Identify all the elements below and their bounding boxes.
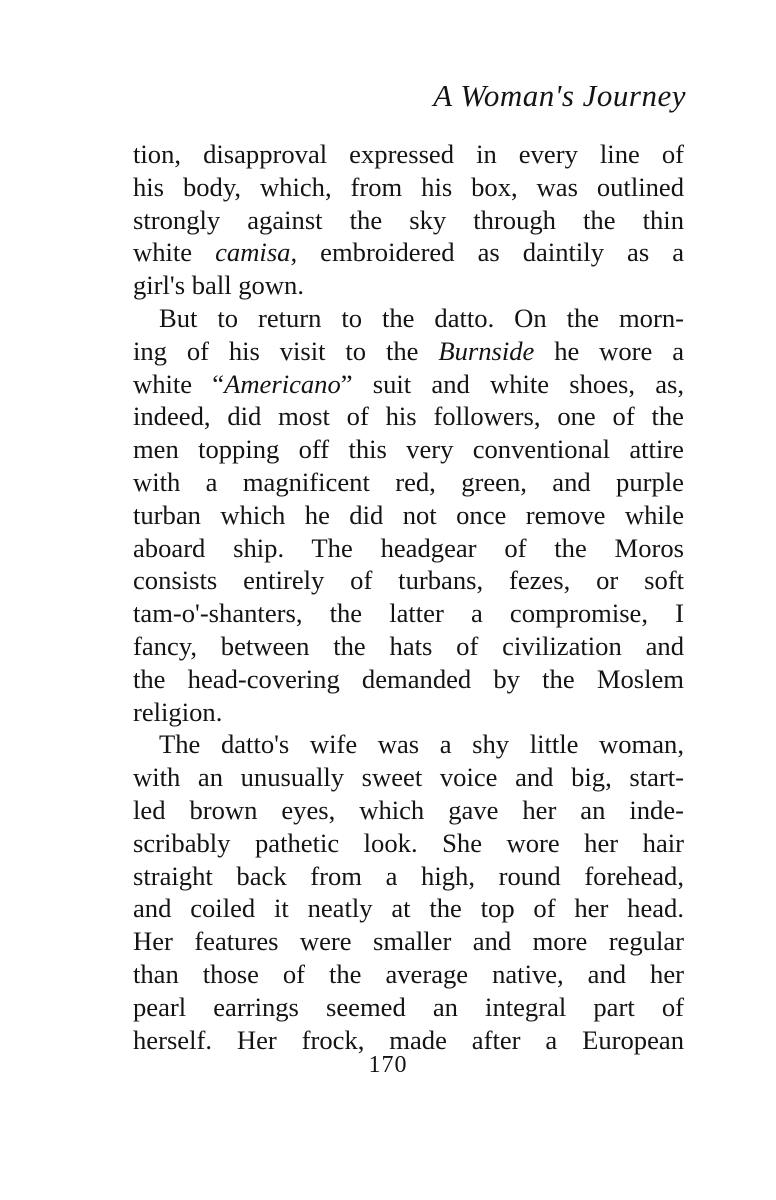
text-line: white “Americano” suit and white shoes, as, bbox=[133, 368, 684, 399]
text-line: tam-o'-shanters, the latter a compromise, I bbox=[133, 598, 684, 629]
text-line: The datto's wife was a shy little woman, bbox=[159, 729, 684, 760]
text-line: and coiled it neatly at the top of her head. bbox=[133, 893, 684, 924]
text-line: But to return to the datto. On the morn- bbox=[159, 302, 684, 333]
text-line: religion. bbox=[133, 696, 223, 727]
text-line: Her features were smaller and more regular bbox=[133, 926, 684, 957]
body-text bbox=[133, 138, 684, 1056]
text-line: white camisa, embroidered as daintily as a bbox=[133, 237, 685, 268]
page-number: 170 bbox=[368, 1052, 408, 1078]
text-line: fancy, between the hats of civilization and bbox=[133, 630, 684, 661]
text-line: with an unusually sweet voice and big, start- bbox=[133, 762, 684, 793]
text-line: herself. Her frock, made after a European bbox=[133, 1024, 684, 1055]
text-line: ing of his visit to the Burnside he wore a bbox=[133, 335, 685, 366]
text-line: than those of the average native, and her bbox=[133, 958, 684, 989]
text-line: turban which he did not once remove while bbox=[133, 499, 684, 530]
text-line: with a magnificent red, green, and purple bbox=[133, 466, 684, 497]
text-line: indeed, did most of his followers, one of the bbox=[133, 401, 684, 432]
text-line: aboard ship. The headgear of the Moros bbox=[133, 532, 684, 563]
text-line: men topping off this very conventional attire bbox=[133, 434, 684, 465]
text-line: led brown eyes, which gave her an inde- bbox=[133, 794, 684, 825]
text-line: consists entirely of turbans, fezes, or soft bbox=[133, 565, 684, 596]
text-line: his body, which, from his box, was outlined bbox=[133, 171, 684, 202]
text-line: straight back from a high, round forehead, bbox=[133, 860, 684, 891]
text-line: strongly against the sky through the thin bbox=[133, 204, 684, 235]
text-line: the head-covering demanded by the Moslem bbox=[133, 663, 684, 694]
text-line: girl's ball gown. bbox=[133, 270, 304, 301]
text-line: scribably pathetic look. She wore her hair bbox=[133, 827, 684, 858]
text-line: tion, disapproval expressed in every line of bbox=[133, 139, 684, 169]
running-head: A Woman's Journey bbox=[433, 78, 686, 113]
text-line: pearl earrings seemed an integral part of bbox=[133, 991, 684, 1022]
